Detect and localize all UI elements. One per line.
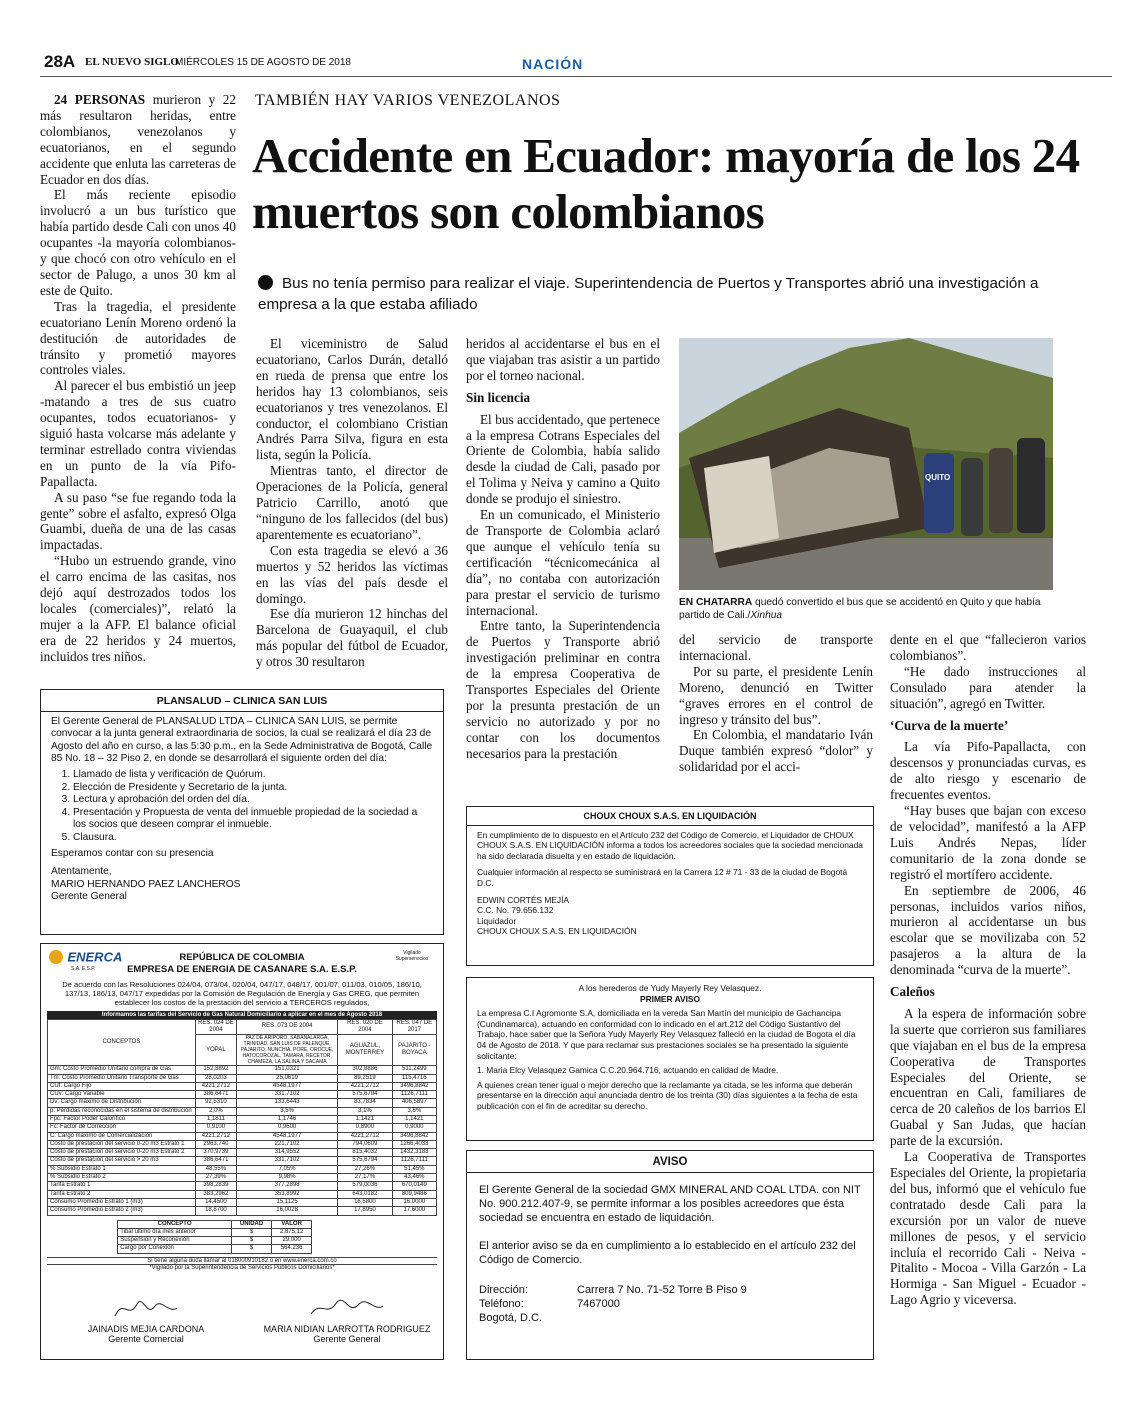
sig-right-name: MARIA NIDIAN LARROTTA RODRIGUEZ bbox=[263, 1324, 431, 1334]
paragraph bbox=[890, 1149, 1086, 1308]
paragraph-text: Tras la tragedia, el presidente ecuatoriano Lenín Moreno ordenó la destitución de autoridades de tránsito y prometió mayores controles viales. bbox=[40, 298, 236, 378]
paragraph bbox=[890, 803, 1086, 883]
ad-gmx bbox=[466, 1150, 874, 1360]
paragraph-text: Entre tanto, la Superintendencia de Puertos y Transporte abrió investigación preliminar en contra de la empresa Cooperativa de Transportes Especiales del Oriente por la presunta prestación de un servicio no autorizado y por no contar con los documentos necesarios para la prestación bbox=[466, 618, 660, 761]
table-row bbox=[48, 1182, 437, 1190]
paragraph bbox=[40, 378, 236, 489]
enerca-foot1: Si tiene alguna duda llámar al 018000910182 o en www.enerca.com.co bbox=[47, 1257, 437, 1265]
paragraph-text: “Hubo un estruendo grande, vino el carro encima de las casitas, nos dejó aquí destrozados todos los locales (comerciales)”, relató la mujer a la AFP. El balance oficial era de 22 heridos y 24 muertos, incluidos tres niños. bbox=[40, 553, 236, 664]
ad-agromonte-p1: La empresa C.I Agromonte S.A, domiciliada en la vereda San Martín del municipio de Gachancipa (Cundinamarca), actuando en conformidad con lo indicado en el art.212 del Código Sustantivo del Trabajo, hace saber que la Señora Yudy Mayerly Rey Velasquez falleció en la ciudad de Bogota el día 04 de Agosto de 2018. Y que para reclamar sus prestaciones sociales se ha presentado la siguiente solicitante: bbox=[477, 1008, 856, 1061]
paragraph bbox=[256, 543, 448, 607]
row-label: CUv: Cargo Variable bbox=[48, 1091, 196, 1099]
table-cell: 0,9600 bbox=[237, 1124, 338, 1132]
enerca-logo-sub: S.A. E.S.P. bbox=[71, 966, 96, 972]
table-cell: 29.000 bbox=[272, 1237, 312, 1245]
agenda-item: 2. Elección de Presidente y Secretario de la junta. bbox=[73, 782, 433, 795]
row-label: Suspensión y Reconexión bbox=[118, 1237, 232, 1245]
row-label: p: Pérdidas reconocidas en el sistema de distribución bbox=[48, 1107, 196, 1115]
sub-head-pajarito: PAJARITO - BOYACA bbox=[392, 1035, 436, 1066]
row-label: Tarifa Estrato 1 bbox=[48, 1182, 196, 1190]
table-cell: 4221,2712 bbox=[195, 1132, 236, 1140]
paragraph bbox=[40, 299, 236, 379]
paragraph bbox=[890, 664, 1086, 712]
paragraph-text: Por su parte, el presidente Lenín Moreno, denunció en Twitter “graves errores en el control de ingreso y tránsito del bus”. bbox=[679, 663, 873, 727]
paragraph-text: El más reciente episodio involucró a un bus turístico que había partido desde Cali con unos 40 ocupantes -la mayoría colombianos- y que chocó con otro vehículo en el sector de Palugo, a unos 30 km al este de Quito. bbox=[40, 187, 236, 298]
paragraph-text: Sin licencia bbox=[466, 389, 531, 405]
ad-gmx-phone: 7467000 bbox=[577, 1298, 620, 1310]
article-headline: Accidente en Ecuador: mayoría de los 24 muertos son colombianos bbox=[252, 128, 1080, 239]
ad-choux-s1: EDWIN CORTÉS MEJÍA bbox=[477, 894, 569, 905]
paragraph bbox=[256, 606, 448, 670]
col-head-res-047: RES. 047 DE 2017 bbox=[392, 1019, 436, 1035]
ad-choux bbox=[466, 806, 874, 966]
row-label: CUf: Cargo Fijo bbox=[48, 1082, 196, 1090]
paragraph bbox=[890, 883, 1086, 978]
paragraph-text: En un comunicado, el Ministerio de Transporte de Colombia aclaró que aunque el vehículo tenía su certificación “técnicomecánica al día”, no contaba con autorización para prestar el servicio de turismo internacional. bbox=[466, 507, 660, 618]
table-cell: 92,5310 bbox=[195, 1099, 236, 1107]
table-cell: 27,17% bbox=[338, 1174, 392, 1182]
table-row bbox=[118, 1237, 312, 1245]
row-label: Fc: Factor de Corrección bbox=[48, 1124, 196, 1132]
paragraph bbox=[890, 632, 1086, 664]
paragraph bbox=[40, 490, 236, 554]
table-cell: 398,2839 bbox=[195, 1182, 236, 1190]
table-row bbox=[48, 1082, 437, 1090]
ad-agromonte-p3: A quienes crean tener igual o mejor derecho que la reclamante ya citada, se les informa que deberán presentarse en la dirección aquí anunciada dentro de los treinta (30) días siguientes a la fecha de esta publicación con el fin de acreditar su derecho. bbox=[477, 1079, 858, 1111]
table-cell: 383,2962 bbox=[195, 1190, 236, 1198]
table-cell: 643,0182 bbox=[338, 1190, 392, 1198]
sub-head-paz: PAZ DE ARIPORO, SABANALARGA, TRINIDAD, SAN LUIS DE PALENQUE, PAJARITO, NUNCHIA, PORE, OROCUE, HATOCOROZAL, TAMARA, RECETOR, CHAMEZA, LA SALINA Y SACAMA bbox=[237, 1035, 338, 1066]
table-row bbox=[118, 1228, 312, 1236]
ad-choux-s2: C.C. No. 79.656.132 bbox=[477, 905, 554, 916]
row-label: Tarifa Estrato 2 bbox=[48, 1190, 196, 1198]
table-cell: 17,8950 bbox=[338, 1207, 392, 1215]
row-label: % Subsidio Estrato 2 bbox=[48, 1174, 196, 1182]
table-cell: 353,8992 bbox=[237, 1190, 338, 1198]
paragraph bbox=[679, 727, 873, 775]
table-row bbox=[48, 1174, 437, 1182]
ad-agromonte bbox=[466, 977, 874, 1141]
enerca-republic: REPÚBLICA DE COLOMBIA bbox=[179, 952, 305, 963]
table-cell: 7,05% bbox=[237, 1165, 338, 1173]
paragraph bbox=[40, 553, 236, 664]
enerca-rates-body bbox=[48, 1066, 437, 1215]
ad-plansalud-sign2: MARIO HERNANDO PAEZ LANCHEROS bbox=[51, 878, 241, 890]
table-row bbox=[48, 1157, 437, 1165]
signature-right-icon bbox=[307, 1296, 387, 1322]
table-cell: 9,98% bbox=[237, 1174, 338, 1182]
enerca-signature-left bbox=[61, 1296, 231, 1344]
paragraph bbox=[679, 664, 873, 728]
table-cell: 2963,740 bbox=[195, 1140, 236, 1148]
caption-lead: EN CHATARRA bbox=[679, 597, 753, 608]
col-head-res-073: RES. 073 DE 2004 bbox=[237, 1019, 338, 1035]
sig-left-role: Gerente Comercial bbox=[108, 1334, 184, 1344]
table-cell: 16,5800 bbox=[338, 1198, 392, 1206]
table-cell: 386,6471 bbox=[195, 1091, 236, 1099]
article-column-5 bbox=[890, 632, 1086, 1308]
table-cell: 1432,3183 bbox=[392, 1149, 436, 1157]
table-cell: 4221,2712 bbox=[338, 1082, 392, 1090]
deck-text: Bus no tenía permiso para realizar el viaje. Superintendencia de Puertos y Transportes abrió una investigación a empresa a la que estaba afiliado bbox=[258, 275, 1039, 313]
table-cell: 1126,7111 bbox=[392, 1091, 436, 1099]
table-cell: 386,6471 bbox=[195, 1157, 236, 1165]
table-cell: 221,7102 bbox=[237, 1140, 338, 1148]
sig-left-name: JAINADIS MEJIA CARDONA bbox=[87, 1324, 205, 1334]
ad-choux-s3: Liquidador bbox=[477, 915, 517, 926]
ad-agromonte-title1: A los herederos de Yudy Mayerly Rey Velasquez. bbox=[578, 983, 762, 993]
table-cell: 16,0028 bbox=[237, 1207, 338, 1215]
issue-date: MIÉRCOLES 15 DE AGOSTO DE 2018 bbox=[175, 57, 351, 68]
paragraph bbox=[256, 463, 448, 543]
col-head-res-024: RES. 024 DE 2004 bbox=[195, 1019, 236, 1035]
ad-enerca bbox=[40, 943, 444, 1360]
table-cell: 1,1811 bbox=[195, 1115, 236, 1123]
paragraph bbox=[40, 187, 236, 298]
table-row bbox=[48, 1099, 437, 1107]
article-column-1 bbox=[40, 92, 236, 665]
table-cell: 15,1125 bbox=[237, 1198, 338, 1206]
table-cell: 3,1% bbox=[338, 1107, 392, 1115]
table-cell: 0,9000 bbox=[392, 1124, 436, 1132]
table-cell: 314,9552 bbox=[237, 1149, 338, 1157]
enerca-rates-table bbox=[47, 1019, 437, 1216]
table-row bbox=[48, 1066, 437, 1074]
ad-plansalud-closing: Esperamos contar con su presencia bbox=[51, 847, 214, 859]
paragraph-text: “He dado instrucciones al Consulado para atender la situación”, agregó en Twitter. bbox=[890, 663, 1086, 711]
subheading bbox=[890, 984, 1086, 1000]
table-cell: 370,9739 bbox=[195, 1149, 236, 1157]
table-cell: 3,5% bbox=[237, 1107, 338, 1115]
table-cell: 3496,8842 bbox=[392, 1082, 436, 1090]
enerca-company: EMPRESA DE ENERGIA DE CASANARE S.A. E.S.P. bbox=[127, 964, 357, 975]
enerca-signature-right bbox=[259, 1296, 435, 1344]
article-column-3 bbox=[466, 336, 660, 762]
sub-col-valor: VALOR bbox=[272, 1220, 312, 1228]
table-row bbox=[48, 1132, 437, 1140]
ad-plansalud-title: PLANSALUD – CLINICA SAN LUIS bbox=[41, 690, 443, 712]
article-column-4 bbox=[679, 632, 873, 775]
table-cell: 16,0000 bbox=[392, 1198, 436, 1206]
ad-gmx-title: AVISO bbox=[467, 1151, 873, 1173]
ad-gmx-label-address: Dirección: bbox=[479, 1284, 528, 1296]
table-cell: 575,6794 bbox=[338, 1157, 392, 1165]
row-label: Cargo por Conexión bbox=[118, 1245, 232, 1253]
paragraph-text: En septiembre de 2006, 46 personas, incluidos varios niños, murieron al accidentarse un bus escolar que se movilizaba con 52 pasajeros a la altura de la denominada “curva de la muerte”. bbox=[890, 882, 1086, 978]
table-cell: 17,6000 bbox=[392, 1207, 436, 1215]
agenda-item: 1. Llamado de lista y verificación de Quórum. bbox=[73, 769, 433, 782]
table-cell: 511,2499 bbox=[392, 1066, 436, 1074]
table-cell: 25,0619 bbox=[237, 1074, 338, 1082]
row-label: Costo de prestación del servicio 0-20 m3 Estrato 1 bbox=[48, 1140, 196, 1148]
table-cell: 3,6% bbox=[392, 1107, 436, 1115]
table-cell: 151,0321 bbox=[237, 1066, 338, 1074]
table-cell: 115,4716 bbox=[392, 1074, 436, 1082]
ad-gmx-label-phone: Teléfono: bbox=[479, 1298, 524, 1310]
paragraph-text: Mientras tanto, el director de Operaciones de la Policía, general Patricio Carrillo, anotó que “ninguno de los fallecidos (del bus) aparentemente es ecuatoriano”. bbox=[256, 463, 448, 542]
enerca-sub-table bbox=[117, 1220, 312, 1254]
newspaper-name: EL NUEVO SIGLO bbox=[85, 56, 179, 68]
table-cell: 28,0203 bbox=[195, 1074, 236, 1082]
row-label: Gm: Costo Promedio Unitario compra de Gas bbox=[48, 1066, 196, 1074]
table-row bbox=[48, 1198, 437, 1206]
table-cell: 4221,2712 bbox=[338, 1132, 392, 1140]
caption-credit: Xinhua bbox=[750, 610, 783, 621]
article-deck bbox=[258, 273, 1078, 315]
signature-left-icon bbox=[111, 1296, 181, 1322]
photo-caption bbox=[679, 596, 1059, 622]
table-cell: 4548,1977 bbox=[237, 1132, 338, 1140]
paragraph bbox=[466, 412, 660, 507]
table-cell: 564.236 bbox=[272, 1245, 312, 1253]
table-row bbox=[48, 1165, 437, 1173]
ad-gmx-p2: El anterior aviso se da en cumplimiento a lo establecido en el artículo 232 del Código de Comercio. bbox=[479, 1240, 856, 1266]
sig-right-role: Gerente General bbox=[313, 1334, 381, 1344]
paragraph bbox=[466, 618, 660, 761]
table-row bbox=[48, 1091, 437, 1099]
row-label: Costo de prestación del servicio > 20 m3 bbox=[48, 1157, 196, 1165]
paragraph bbox=[679, 632, 873, 664]
subheading bbox=[890, 718, 1086, 734]
paragraph-text: Con esta tragedia se elevó a 36 muertos y 52 heridos las víctimas en las vías del país desde el domingo. bbox=[256, 542, 448, 606]
paragraph bbox=[256, 336, 448, 463]
table-cell: 89,2519 bbox=[338, 1074, 392, 1082]
ad-gmx-city: Bogotá, D.C. bbox=[479, 1312, 542, 1324]
table-cell: 406,5897 bbox=[392, 1099, 436, 1107]
enerca-table-banner: Informamos las tarifas del Servicio de Gas Natural Domiciliario a aplicar en el mes de Agosto 2018 bbox=[47, 1011, 437, 1019]
paragraph-text: La vía Pifo-Papallacta, con descensos y pronunciadas curvas, es de alto riesgo y escenario de frecuentes eventos. bbox=[890, 739, 1086, 803]
table-row bbox=[48, 1207, 437, 1215]
ad-plansalud-list bbox=[51, 769, 433, 845]
ad-agromonte-title2: PRIMER AVISO bbox=[639, 993, 701, 1004]
paragraph-text: El bus accidentado, que pertenece a la empresa Cotrans Especiales del Oriente de Colombia, había salido desde la ciudad de Cali, pasado por el Tolima y Neiva y camino a Quito donde se produjo el siniestro. bbox=[466, 411, 660, 507]
table-cell: 3496,8842 bbox=[392, 1132, 436, 1140]
table-cell: 2,0% bbox=[195, 1107, 236, 1115]
section-name: NACIÓN bbox=[522, 56, 584, 72]
enerca-foot2: *Vigilado por la Superintendencia de Servicios Públicos Domiciliarios* bbox=[149, 1264, 335, 1271]
lead-in: 24 PERSONAS bbox=[54, 92, 146, 107]
table-cell: 27,39% bbox=[195, 1174, 236, 1182]
table-row bbox=[48, 1124, 437, 1132]
col-head-res-020: RES. 020 DE 2004 bbox=[338, 1019, 392, 1035]
paragraph-text: En Colombia, el mandatario Iván Duque también expresó “dolor” y solidaridad por el acci- bbox=[679, 727, 873, 775]
vigilado-logo: Vigilado Superservicios bbox=[395, 950, 429, 962]
sub-head-yopal: YOPAL bbox=[195, 1035, 236, 1066]
table-cell: 815,4032 bbox=[338, 1149, 392, 1157]
ad-plansalud bbox=[40, 689, 444, 935]
caption-text: quedó convertido el bus que se accidentó en Quito y que había partido de Cali./ bbox=[679, 597, 1041, 621]
table-row bbox=[48, 1115, 437, 1123]
row-label: Tm: Costo Promedio Unitario Transporte de Gas bbox=[48, 1074, 196, 1082]
table-cell: 48,55% bbox=[195, 1165, 236, 1173]
ad-choux-p2: Cualquier información al respecto se suministrará en la Carrera 12 # 71 - 33 de la ciudad de Bogotá D.C. bbox=[477, 867, 848, 888]
paragraph-text: Al parecer el bus embistió un jeep -matando a tres de sus cuatro ocupantes, todos ecuatorianos- y siguió hasta volcarse más adelante y terminar estrellado contra viviendas en un punto de la vía Pifo-Papallacta. bbox=[40, 378, 236, 489]
enerca-sub-body bbox=[118, 1228, 312, 1253]
ad-gmx-address: Carrera 7 No. 71-52 Torre B Piso 9 bbox=[577, 1284, 747, 1296]
paragraph-text: A la espera de información sobre la suerte que corrieron sus familiares que viajaban en el bus de la empresa Cooperativa de Transportes Especiales del Oriente, se encuentran en Cali, familiares de cerca de 20 caleños de los barrios El Guabal y San Judas, que hacían parte de la excursión. bbox=[890, 1005, 1086, 1149]
ad-agromonte-p2: 1. Maria Elcy Velasquez Gamica C.C.20.964.716, actuando en calidad de Madre. bbox=[477, 1065, 779, 1076]
paragraph-text: A su paso “se fue regando toda la gente” sobre el asfalto, expresó Olga Guambi, dueña de una de las casas impactadas. bbox=[40, 489, 236, 553]
ad-gmx-p1: El Gerente General de la sociedad GMX MINERAL AND COAL LTDA. con NIT No. 900.212.407-9, se permite informar a los posibles acreedores que ésta sociedad se encuentra en estado de liquidación. bbox=[479, 1184, 861, 1224]
table-cell: 331,7102 bbox=[237, 1157, 338, 1165]
table-row bbox=[48, 1074, 437, 1082]
ad-plansalud-intro: El Gerente General de PLANSALUD LTDA – CLINICA SAN LUIS, se permite convocar a la junta general extraordinaria de socios, la cual se realizará el día 23 de Agosto del año en curso, a las 5:30 p.m., en la Sede Administrativa de Bogotá, Calle 85 No. 18 – 32 Piso 2, en donde se desarrollará el siguiente orden del día: bbox=[51, 715, 433, 765]
paragraph-text: ‘Curva de la muerte’ bbox=[890, 717, 1009, 733]
accident-photo bbox=[679, 338, 1053, 590]
table-cell: $ bbox=[232, 1245, 272, 1253]
paragraph-text: murieron y 22 más resultaron heridas, entre colombianos, venezolanos y ecuatorianos, en el segundo accidente que enluta las carreteras de Ecuador en dos días. bbox=[40, 92, 236, 187]
sub-col-unidad: UNIDAD bbox=[232, 1220, 272, 1228]
bullet-icon bbox=[258, 275, 273, 290]
table-cell: 0,8900 bbox=[338, 1124, 392, 1132]
row-label: Tibal último día mes anterior bbox=[118, 1228, 232, 1236]
row-label: Fpc: Factor Poder Calorífico bbox=[48, 1115, 196, 1123]
paragraph bbox=[466, 507, 660, 618]
row-label: Consumo Promedio Estrato 1 (m3) bbox=[48, 1198, 196, 1206]
col-head-conceptos: CONCEPTOS bbox=[48, 1019, 196, 1066]
enerca-body: De acuerdo con las Resoluciones 024/04, 073/04, 020/04, 047/17, 048/17, 001/07, 011/03, 010/05, 186/10, 137/13, 186/13, 047/17 expedidas por la Comisión de Regulación de Energía y Gas CREG, que permiten establecer los costos de la prestación del servicio a TERCEROS regulados, bbox=[62, 980, 422, 1008]
table-cell: 331,7102 bbox=[237, 1091, 338, 1099]
table-cell: 302,8886 bbox=[338, 1066, 392, 1074]
paragraph-text: heridos al accidentarse el bus en el que viajaban tras asistir a un partido por el torneo nacional. bbox=[466, 336, 660, 383]
row-label: C: Cargo máximo de Comercialización bbox=[48, 1132, 196, 1140]
table-cell: 809,9486 bbox=[392, 1190, 436, 1198]
table-row bbox=[118, 1245, 312, 1253]
table-row bbox=[48, 1140, 437, 1148]
table-row bbox=[48, 1149, 437, 1157]
paragraph bbox=[466, 336, 660, 384]
table-cell: 51,45% bbox=[392, 1165, 436, 1173]
table-cell: 1,1421 bbox=[338, 1115, 392, 1123]
table-cell: 1,1746 bbox=[237, 1115, 338, 1123]
table-cell: 579,0036 bbox=[338, 1182, 392, 1190]
article-kicker: TAMBIÉN HAY VARIOS VENEZOLANOS bbox=[255, 92, 561, 109]
agenda-item: 5. Clausura. bbox=[73, 832, 433, 845]
agenda-item: 4. Presentación y Propuesta de venta del inmueble propiedad de la sociedad a los socios que deseen comprar el inmueble. bbox=[73, 807, 433, 832]
ad-choux-title: CHOUX CHOUX S.A.S. EN LIQUIDACIÓN bbox=[467, 807, 873, 826]
table-cell: 1,1421 bbox=[392, 1115, 436, 1123]
table-cell: 27,26% bbox=[338, 1165, 392, 1173]
paragraph-text: Caleños bbox=[890, 984, 935, 1000]
table-cell: 2.875,12 bbox=[272, 1228, 312, 1236]
ad-choux-s4: CHOUX CHOUX S.A.S. EN LIQUIDACIÓN bbox=[477, 926, 637, 937]
table-cell: 83,7834 bbox=[338, 1099, 392, 1107]
table-row bbox=[48, 1190, 437, 1198]
table-cell: 4548,1977 bbox=[237, 1082, 338, 1090]
table-cell: 0,9100 bbox=[195, 1124, 236, 1132]
table-cell: 152,8892 bbox=[195, 1066, 236, 1074]
ad-plansalud-sign1: Atentamente, bbox=[51, 866, 112, 878]
paragraph-text: El viceministro de Salud ecuatoriano, Carlos Durán, detalló en rueda de prensa que entre los heridos hay 13 colombianos, seis ecuatorianos y tres venezolanos. El conductor, el colombiano Cristian Andrés Parra Silva, figura en esta lista, según la Policía. bbox=[256, 336, 448, 463]
row-label: % Subsidio Estrato 1 bbox=[48, 1165, 196, 1173]
table-cell: 1266,4033 bbox=[392, 1140, 436, 1148]
photo-label: QUITO bbox=[925, 473, 951, 482]
paragraph-text: del servicio de transporte internacional. bbox=[679, 632, 873, 663]
sub-col-concepto: CONCEPTO bbox=[118, 1220, 232, 1228]
table-cell: 14,4500 bbox=[195, 1198, 236, 1206]
paragraph bbox=[40, 92, 236, 187]
ad-plansalud-sign3: Gerente General bbox=[51, 891, 127, 903]
paragraph-text: dente en el que “fallecieron varios colombianos”. bbox=[890, 632, 1086, 663]
table-cell: 18,8700 bbox=[195, 1207, 236, 1215]
table-cell: $ bbox=[232, 1237, 272, 1245]
paragraph-text: La Cooperativa de Transportes Especiales del Oriente, la propietaria del bus, informó que el vehículo fue contratado desde Cali para la excursión por un valor de nueve millones de pesos, y el servicio incluía el recorrido Cali - Neiva - Pitalito - Mocoa - Villa Garzón - La Hormiga - San Miguel - Ecuador - Lago Agrio y viceversa. bbox=[890, 1149, 1086, 1308]
row-label: Consumo Promedio Estrato 2 (m3) bbox=[48, 1207, 196, 1215]
header-rule bbox=[40, 76, 1112, 77]
article-column-2 bbox=[256, 336, 448, 670]
table-cell: 377,2898 bbox=[237, 1182, 338, 1190]
paragraph bbox=[890, 739, 1086, 803]
ad-choux-p1: En cumplimiento de lo dispuesto en el Artículo 232 del Código de Comercio, el Liquidador de CHOUX CHOUX S.A.S. EN LIQUIDACIÓN informa a todos los acreedores sociales que la sociedad mencionada ha sido declarada disuelta y en estado de liquidación. bbox=[477, 829, 863, 861]
table-cell: 1126,7111 bbox=[392, 1157, 436, 1165]
paragraph-text: Ese día murieron 12 hinchas del Barcelona de Guayaquil, el club más popular del fútbol de Ecuador, y otros 30 resultaron bbox=[256, 606, 448, 670]
table-cell: 133,6443 bbox=[237, 1099, 338, 1107]
table-cell: 575,6794 bbox=[338, 1091, 392, 1099]
paragraph bbox=[890, 1006, 1086, 1149]
table-row bbox=[48, 1107, 437, 1115]
table-cell: 4221,2712 bbox=[195, 1082, 236, 1090]
row-label: Costo de prestación del servicio 0-20 m3 Estrato 2 bbox=[48, 1149, 196, 1157]
table-cell: 670,0149 bbox=[392, 1182, 436, 1190]
paragraph-text: “Hay buses que bajan con exceso de velocidad”, manifestó a la AFP Luis Andrés Nepas, líder comunitario de la zona donde se registró el mortífero accidente. bbox=[890, 803, 1086, 882]
agenda-item: 3. Lectura y aprobación del orden del día. bbox=[73, 794, 433, 807]
table-cell: $ bbox=[232, 1228, 272, 1236]
sub-head-aguazul: AGUAZUL, MONTERREY bbox=[338, 1035, 392, 1066]
row-label: Dv: Cargo máximo de Distribución bbox=[48, 1099, 196, 1107]
page-number: 28A bbox=[44, 52, 76, 71]
enerca-logo-text: ENERCA bbox=[67, 949, 123, 965]
subheading bbox=[466, 390, 660, 406]
table-cell: 43,46% bbox=[392, 1174, 436, 1182]
table-cell: 794,0609 bbox=[338, 1140, 392, 1148]
